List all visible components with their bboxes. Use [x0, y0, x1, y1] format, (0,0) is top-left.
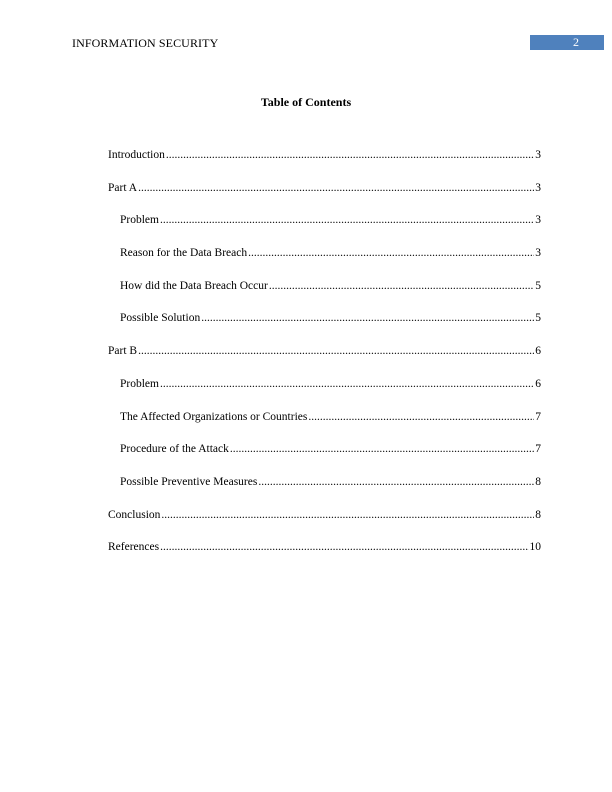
- toc-entry-label: Introduction: [108, 149, 165, 161]
- toc-dot-leader: [201, 310, 534, 326]
- toc-entry-label: Procedure of the Attack: [120, 443, 229, 456]
- toc-entry-label: Part B: [108, 345, 138, 358]
- toc-entry-page: 3: [535, 247, 541, 260]
- toc-entry-how-breach-occurred[interactable]: [108, 278, 541, 311]
- toc-entry-part-b-problem[interactable]: [108, 376, 541, 409]
- toc-entry-label: References: [108, 541, 160, 554]
- toc-entry-label: Possible Solution: [120, 312, 201, 325]
- toc-dot-leader: [160, 376, 534, 392]
- toc-entry-page: 10: [529, 541, 541, 554]
- toc-entry-label: Possible Preventive Measures: [120, 475, 258, 488]
- table-of-contents: [108, 147, 541, 572]
- toc-entry-page: 6: [535, 377, 541, 390]
- toc-entry-procedure-of-attack[interactable]: [108, 441, 541, 474]
- toc-dot-leader: [258, 474, 534, 490]
- toc-entry-possible-solution[interactable]: [108, 310, 541, 343]
- toc-entry-page: 3: [535, 214, 541, 227]
- toc-dot-leader: [248, 245, 534, 261]
- toc-dot-leader: [138, 180, 534, 196]
- toc-entry-reason-for-breach[interactable]: [108, 245, 541, 278]
- toc-entry-page: 6: [535, 345, 541, 358]
- toc-entry-part-b[interactable]: [108, 343, 541, 376]
- toc-entry-label: Conclusion: [108, 508, 161, 521]
- toc-entry-label: Problem: [120, 377, 159, 390]
- toc-entry-page: 8: [535, 475, 541, 488]
- toc-entry-label: Part A: [108, 181, 138, 194]
- toc-entry-conclusion[interactable]: [108, 507, 541, 540]
- toc-entry-references[interactable]: [108, 539, 541, 572]
- toc-entry-affected-organizations[interactable]: [108, 409, 541, 442]
- toc-entry-page: 5: [535, 312, 541, 325]
- toc-dot-leader: [230, 441, 534, 457]
- toc-entry-label: Problem: [120, 214, 159, 227]
- toc-dot-leader: [161, 507, 534, 523]
- toc-entry-page: 8: [535, 508, 541, 521]
- toc-entry-page: 5: [535, 279, 541, 292]
- toc-entry-page: 7: [535, 443, 541, 456]
- page-number-badge: 2: [530, 35, 604, 50]
- toc-entry-preventive-measures[interactable]: [108, 474, 541, 507]
- toc-entry-label: Reason for the Data Breach: [120, 247, 248, 260]
- toc-entry-label: How did the Data Breach Occur: [120, 279, 268, 292]
- toc-entry-part-a[interactable]: [108, 180, 541, 213]
- toc-entry-page: 3: [535, 181, 541, 194]
- toc-title: Table of Contents: [260, 95, 352, 109]
- toc-entry-part-a-problem[interactable]: [108, 212, 541, 245]
- toc-entry-page: 3: [535, 149, 541, 161]
- toc-entry-label: The Affected Organizations or Countries: [120, 410, 308, 423]
- toc-dot-leader: [160, 539, 528, 555]
- toc-dot-leader: [269, 278, 534, 294]
- toc-entry-page: 7: [535, 410, 541, 423]
- toc-dot-leader: [138, 343, 534, 359]
- toc-entry-introduction[interactable]: [108, 147, 541, 180]
- toc-dot-leader: [166, 147, 534, 163]
- toc-dot-leader: [160, 212, 534, 228]
- toc-dot-leader: [308, 409, 534, 425]
- running-head: INFORMATION SECURITY: [72, 36, 219, 50]
